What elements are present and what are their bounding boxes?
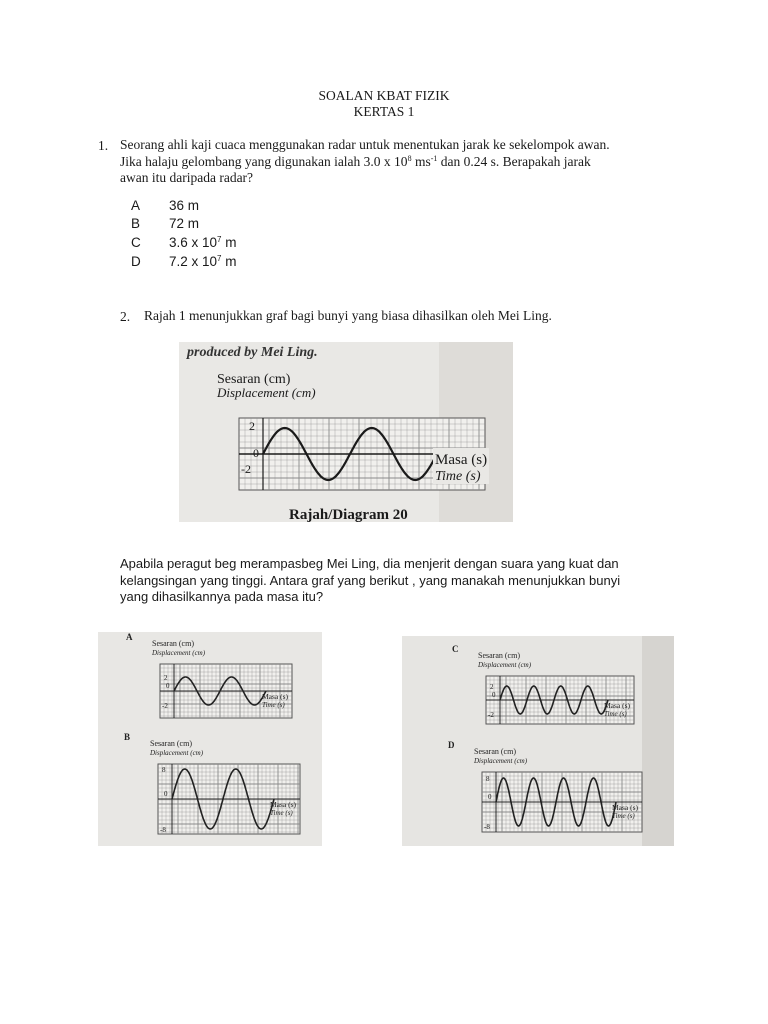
question-2-para-line-1: Apabila peragut beg merampasbeg Mei Ling, dia menjerit dengan suara yang kuat dan (120, 556, 619, 571)
choice-b-xlabel: Masa (s) (270, 800, 297, 809)
choice-c-letter: C (452, 644, 459, 654)
choice-d-ylabel-en: Displacement (cm) (474, 757, 528, 765)
figure-caption-top: produced by Mei Ling. (187, 345, 318, 360)
choice-b-y-zero: 0 (164, 790, 168, 798)
choice-d-xlabel-en: Time (s) (612, 812, 635, 820)
figure-xlabel-en: Time (s) (435, 469, 481, 484)
choice-a-xlabel: Masa (s) (262, 692, 289, 701)
question-1-line-3: awan itu daripada radar? (120, 170, 254, 185)
choice-d-y-zero: 0 (488, 793, 492, 801)
figure-y-neg: -2 (241, 462, 251, 476)
choice-c-ylabel-en: Displacement (cm) (478, 661, 532, 669)
choices-ab-svg (98, 632, 322, 846)
question-1-line-2: Jika halaju gelombang yang digunakan ialah 3.0 x $10^8$ $ms^{-1}$ dan 0.24 s. Berapakah jarak (120, 153, 591, 169)
option-b: B 72 m (131, 216, 200, 231)
option-d: D 7.2 x $10^7$ m (131, 254, 237, 269)
question-2-para-line-3: yang dihasilkannya pada masa itu? (120, 589, 324, 604)
question-1-line-1: Seorang ahli kaji cuaca menggunakan radar untuk menentukan jarak ke sekelompok awan. (120, 137, 610, 152)
choices-cd-svg (402, 636, 674, 846)
choice-a-ylabel: Sesaran (cm) (152, 639, 194, 648)
choice-d-letter: D (448, 740, 455, 750)
choice-d-xlabel: Masa (s) (612, 803, 639, 812)
choice-d-y-pos: 8 (486, 775, 490, 783)
option-c: C 3.6 x $10^7$ m (131, 235, 237, 250)
page-subtitle: KERTAS 1 (353, 104, 415, 119)
choice-c-y-zero: 0 (492, 691, 496, 699)
choice-a-letter: A (126, 632, 133, 642)
figure-ylabel: Sesaran (cm) (217, 372, 291, 387)
figure-diagram-label: Rajah/Diagram 20 (289, 507, 408, 522)
choice-b-y-pos: 8 (162, 766, 166, 774)
choice-a-y-neg: -2 (162, 702, 168, 710)
choice-d-y-neg: -8 (484, 823, 490, 831)
question-2-number: 2. (120, 309, 131, 324)
choice-b-xlabel-en: Time (s) (270, 809, 293, 817)
choice-b-ylabel-en: Displacement (cm) (150, 749, 204, 757)
choice-c-y-pos: 2 (490, 683, 494, 691)
choices-cd-photo (402, 636, 674, 846)
page-title: SOALAN KBAT FIZIK (318, 88, 450, 103)
figure-y-pos: 2 (249, 419, 255, 433)
choice-b-y-neg: -8 (160, 826, 166, 834)
choice-b-ylabel: Sesaran (cm) (150, 739, 192, 748)
choice-c-y-neg: -2 (488, 711, 494, 719)
figure-xlabel: Masa (s) (435, 452, 488, 468)
choice-c-xlabel-en: Time (s) (604, 710, 627, 718)
option-a: A 36 m (131, 198, 200, 213)
figure-main-svg (179, 342, 513, 522)
figure-y-zero: 0 (253, 446, 259, 460)
choice-a-ylabel-en: Displacement (cm) (152, 649, 206, 657)
question-1-text (120, 137, 720, 187)
choice-b-letter: B (124, 732, 131, 742)
choice-c-xlabel: Masa (s) (604, 701, 631, 710)
choices-ab-photo (98, 632, 322, 846)
choice-a-y-zero: 0 (166, 682, 170, 690)
choice-c-ylabel: Sesaran (cm) (478, 651, 520, 660)
choice-a-xlabel-en: Time (s) (262, 701, 285, 709)
question-1-number: 1. (98, 138, 109, 153)
question-2-paragraph (120, 556, 720, 606)
question-2-para-line-2: kelangsingan yang tinggi. Antara graf yang berikut , yang manakah menunjukkan bunyi (120, 572, 621, 588)
question-2-intro: Rajah 1 menunjukkan graf bagi bunyi yang biasa dihasilkan oleh Mei Ling. (144, 308, 552, 323)
figure-main-photo (179, 342, 513, 522)
choice-a-y-pos: 2 (164, 674, 168, 682)
choice-d-ylabel: Sesaran (cm) (474, 747, 516, 756)
figure-ylabel-en: Displacement (cm) (217, 385, 316, 400)
